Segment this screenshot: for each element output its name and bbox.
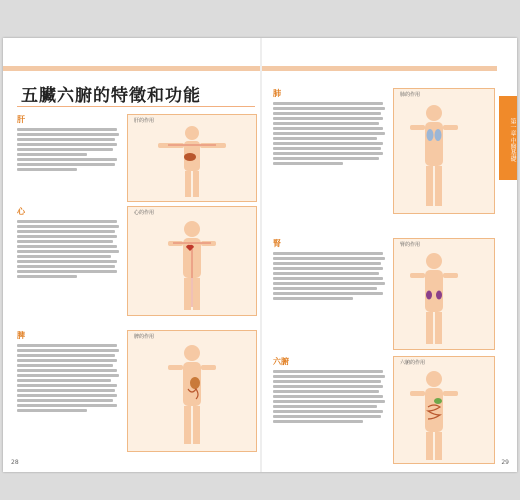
heart-body-icon — [128, 207, 256, 315]
page-number-right: 29 — [501, 459, 509, 466]
six-fu-figure-label: 六腑的作用 — [400, 360, 426, 366]
section-heading-spleen: 脾 — [17, 331, 25, 340]
section-heading-kidney: 腎 — [273, 239, 281, 248]
lung-figure-label: 肺的作用 — [400, 92, 421, 98]
book-spread — [3, 38, 517, 472]
page-number-left: 28 — [11, 459, 19, 466]
page-gutter — [260, 38, 262, 472]
spleen-text — [17, 342, 121, 414]
section-heading-liver: 肝 — [17, 115, 25, 124]
liver-figure — [127, 114, 257, 202]
header-band-right — [262, 66, 497, 71]
spleen-figure-label: 脾的作用 — [134, 334, 155, 340]
six-fu-text — [273, 368, 387, 425]
header-band-left — [3, 66, 260, 71]
spleen-figure — [127, 330, 257, 452]
six-fu-body-icon — [394, 357, 494, 463]
lung-figure — [393, 88, 495, 214]
liver-figure-label: 肝的作用 — [134, 118, 155, 124]
kidney-figure — [393, 238, 495, 350]
kidney-text — [273, 250, 387, 302]
chapter-tab: 第一章 中醫基礎 — [499, 96, 517, 180]
section-heading-six-fu: 六腑 — [273, 357, 289, 366]
six-fu-figure — [393, 356, 495, 464]
section-heading-heart: 心 — [17, 207, 25, 216]
page-title: 五臟六腑的特徵和功能 — [21, 86, 201, 106]
heart-text — [17, 218, 121, 280]
liver-text — [17, 126, 121, 173]
lung-text — [273, 100, 387, 167]
lung-body-icon — [394, 89, 494, 213]
section-heading-lung: 肺 — [273, 89, 281, 98]
kidney-figure-label: 腎的作用 — [400, 242, 421, 248]
heart-figure — [127, 206, 257, 316]
kidney-body-icon — [394, 239, 494, 349]
spleen-body-icon — [128, 331, 256, 451]
heart-figure-label: 心的作用 — [134, 210, 155, 216]
body-diagram-icon — [128, 115, 256, 201]
title-divider — [17, 106, 255, 107]
